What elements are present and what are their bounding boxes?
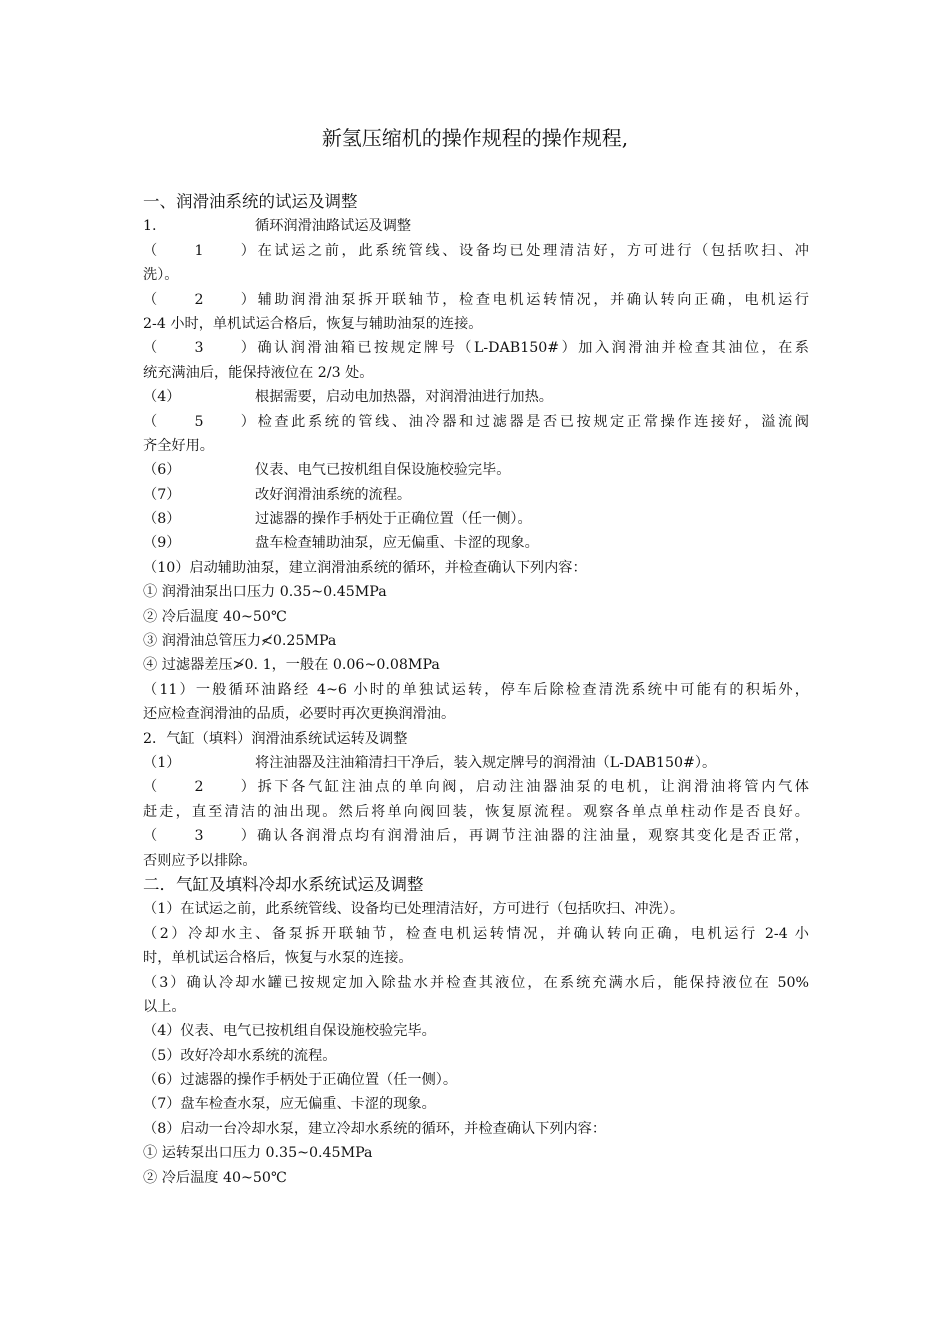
item-number: （1） bbox=[143, 754, 181, 771]
list-item bbox=[143, 751, 809, 775]
item-text: 将注油器及注油箱清扫干净后，装入规定牌号的润滑油（L-DAB150#）。 bbox=[255, 754, 717, 771]
check-item: ④ 过滤器差压≯0. 1，一般在 0.06~0.08MPa bbox=[143, 657, 440, 674]
item-text: 改好润滑油系统的流程。 bbox=[255, 486, 412, 503]
list-item bbox=[143, 531, 809, 555]
list-item bbox=[143, 239, 809, 263]
item-number: （7） bbox=[143, 486, 181, 503]
subsection-title: 循环润滑油路试运及调整 bbox=[255, 218, 412, 235]
list-item: （11）一般循环油路经 4~6 小时的单独试运转，停车后除检查清洗系统中可能有的积垢外， bbox=[143, 681, 809, 698]
list-item: （6）过滤器的操作手柄处于正确位置（任一侧）。 bbox=[143, 1072, 458, 1089]
subsection-2-heading: 2．气缸（填料）润滑油系统试运转及调整 bbox=[143, 730, 408, 747]
item-text: 过滤器的操作手柄处于正确位置（任一侧）。 bbox=[255, 511, 532, 528]
list-item bbox=[143, 288, 809, 312]
item-continuation: 时，单机试运合格后，恢复与水泵的连接。 bbox=[143, 950, 413, 967]
item-text: 拆下各气缸注油点的单向阀，启动注油器油泵的电机，让润滑油将管内气体 bbox=[255, 779, 809, 796]
item-number: （3） bbox=[143, 828, 255, 845]
item-text: 仪表、电气已按机组自保设施校验完毕。 bbox=[255, 462, 511, 479]
item-text: 检查此系统的管线、油冷器和过滤器是否已按规定正常操作连接好，溢流阀 bbox=[255, 413, 809, 430]
section-1-heading: 一、润滑油系统的试运及调整 bbox=[143, 192, 358, 211]
item-continuation: 2-4 小时，单机试运合格后，恢复与辅助油泵的连接。 bbox=[143, 315, 483, 332]
item-continuation: 洗）。 bbox=[143, 267, 179, 284]
item-number: （5） bbox=[143, 413, 255, 430]
list-item bbox=[143, 507, 809, 531]
item-continuation: 否则应予以排除。 bbox=[143, 852, 257, 869]
list-item bbox=[143, 385, 809, 409]
check-item: ① 润滑油泵出口压力 0.35~0.45MPa bbox=[143, 584, 387, 601]
list-item: （1）在试运之前，此系统管线、设备均已处理清洁好，方可进行（包括吹扫、冲洗）。 bbox=[143, 901, 685, 918]
item-text: 在试运之前，此系统管线、设备均已处理清洁好，方可进行（包括吹扫、冲 bbox=[255, 242, 809, 259]
check-item: ② 冷后温度 40~50℃ bbox=[143, 608, 287, 625]
list-item bbox=[143, 483, 809, 507]
list-item: （8）启动一台冷却水泵，建立冷却水系统的循环，并检查确认下列内容： bbox=[143, 1120, 607, 1137]
list-item bbox=[143, 410, 809, 434]
list-item: （7）盘车检查水泵，应无偏重、卡涩的现象。 bbox=[143, 1096, 436, 1113]
list-item bbox=[143, 824, 809, 848]
list-item: （2）冷却水主、备泵拆开联轴节，检查电机运转情况，并确认转向正确，电机运行 2-4 小 bbox=[143, 925, 809, 942]
check-item: ③ 润滑油总管压力≮0.25MPa bbox=[143, 633, 337, 650]
item-text: 确认润滑油箱已按规定牌号（L-DAB150#）加入润滑油并检查其油位，在系 bbox=[255, 340, 809, 357]
list-item: （5）改好冷却水系统的流程。 bbox=[143, 1047, 337, 1064]
subsection-1-heading bbox=[143, 214, 809, 238]
item-text: 根据需要，启动电加热器，对润滑油进行加热。 bbox=[255, 389, 553, 406]
item-number: （6） bbox=[143, 462, 181, 479]
list-item: （10）启动辅助油泵，建立润滑油系统的循环，并检查确认下列内容： bbox=[143, 559, 587, 576]
document-title: 新氢压缩机的操作规程的操作规程, bbox=[321, 126, 629, 150]
item-text: 盘车检查辅助油泵，应无偏重、卡涩的现象。 bbox=[255, 535, 539, 552]
item-number: （9） bbox=[143, 535, 181, 552]
section-2-heading: 二．气缸及填料冷却水系统试运及调整 bbox=[143, 874, 424, 894]
item-text: 辅助润滑油泵拆开联轴节，检查电机运转情况，并确认转向正确，电机运行 bbox=[255, 291, 809, 308]
item-number: （4） bbox=[143, 389, 181, 406]
list-item bbox=[143, 336, 809, 360]
check-item: ① 运转泵出口压力 0.35~0.45MPa bbox=[143, 1145, 373, 1162]
item-continuation: 统充满油后，能保持液位在 2/3 处。 bbox=[143, 364, 374, 381]
item-number: （8） bbox=[143, 511, 181, 528]
item-number: （1） bbox=[143, 242, 255, 259]
item-continuation: 齐全好用。 bbox=[143, 437, 214, 454]
item-continuation: 以上。 bbox=[143, 998, 186, 1015]
list-item: （3）确认冷却水罐已按规定加入除盐水并检查其液位，在系统充满水后，能保持液位在 50% bbox=[143, 974, 809, 991]
check-item: ② 冷后温度 40~50℃ bbox=[143, 1169, 287, 1186]
item-number: （2） bbox=[143, 291, 255, 308]
item-continuation: 赶走，直至清洁的油出现。然后将单向阀回装，恢复原流程。观察各单点单柱动作是否良好。 bbox=[143, 803, 809, 820]
list-item bbox=[143, 458, 809, 482]
item-number: （3） bbox=[143, 340, 255, 357]
item-number: （2） bbox=[143, 779, 255, 796]
item-text: 确认各润滑点均有润滑油后，再调节注油器的注油量，观察其变化是否正常， bbox=[255, 828, 809, 845]
item-continuation: 还应检查润滑油的品质，必要时再次更换润滑油。 bbox=[143, 706, 456, 723]
list-item: （4）仪表、电气已按机组自保设施校验完毕。 bbox=[143, 1023, 436, 1040]
subsection-number: 1. bbox=[143, 218, 157, 235]
list-item bbox=[143, 775, 809, 799]
document-body bbox=[143, 190, 809, 1190]
